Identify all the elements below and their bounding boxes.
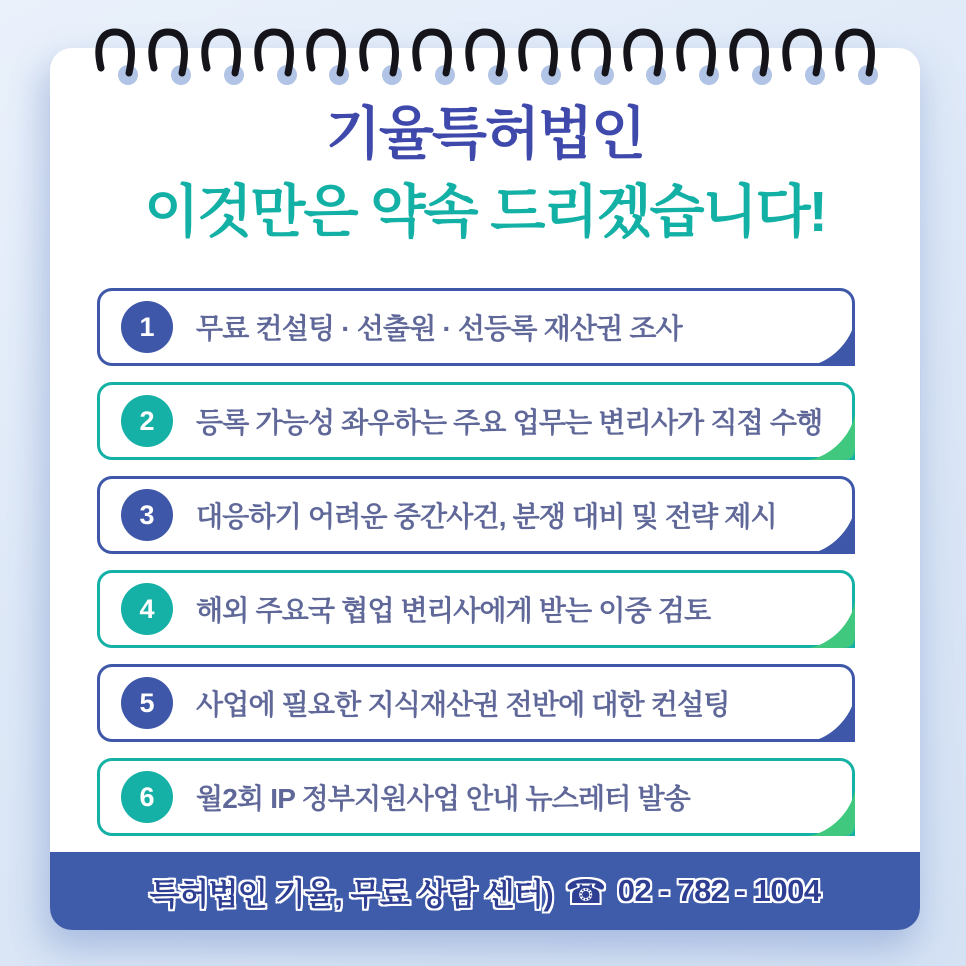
folded-corner-icon bbox=[809, 602, 855, 648]
folded-corner-icon bbox=[809, 320, 855, 366]
phone-number: 02 - 782 - 1004 bbox=[617, 873, 821, 908]
promise-text: 월2회 IP 정부지원사업 안내 뉴스레터 발송 bbox=[196, 783, 690, 814]
spiral-ring-icon bbox=[462, 26, 512, 90]
spiral-ring-icon bbox=[568, 26, 618, 90]
promise-text: 무료 컨설팅 · 선출원 · 선등록 재산권 조사 bbox=[196, 313, 682, 344]
spiral-ring-icon bbox=[832, 26, 882, 90]
promise-text: 대응하기 어려운 중간사건, 분쟁 대비 및 전략 제시 bbox=[196, 501, 777, 532]
folded-corner-icon bbox=[809, 508, 855, 554]
phone-icon: ☎ bbox=[565, 872, 606, 910]
spiral-ring-icon bbox=[515, 26, 565, 90]
number-badge: 5 bbox=[121, 677, 173, 729]
footer-label: 특허법인 기율, 무료 상담 센터) bbox=[149, 876, 554, 912]
spiral-ring-icon bbox=[198, 26, 248, 90]
promise-item-4 bbox=[97, 570, 855, 648]
spiral-ring-icon bbox=[779, 26, 829, 90]
promise-text: 등록 가능성 좌우하는 주요 업무는 변리사가 직접 수행 bbox=[196, 407, 823, 438]
spiral-ring-icon bbox=[145, 26, 195, 90]
spiral-binding bbox=[92, 26, 882, 90]
promise-list bbox=[97, 288, 855, 836]
footer-bar bbox=[50, 852, 920, 930]
spiral-ring-icon bbox=[251, 26, 301, 90]
promise-item-3 bbox=[97, 476, 855, 554]
number-badge: 3 bbox=[121, 489, 173, 541]
notebook-page bbox=[50, 48, 920, 930]
spiral-ring-icon bbox=[726, 26, 776, 90]
folded-corner-icon bbox=[809, 696, 855, 742]
spiral-ring-icon bbox=[356, 26, 406, 90]
number-badge: 1 bbox=[121, 301, 173, 353]
spiral-ring-icon bbox=[92, 26, 142, 90]
promise-text: 사업에 필요한 지식재산권 전반에 대한 컨설팅 bbox=[196, 689, 730, 720]
promise-text: 해외 주요국 협업 변리사에게 받는 이중 검토 bbox=[196, 595, 711, 626]
number-badge: 2 bbox=[121, 395, 173, 447]
spiral-ring-icon bbox=[409, 26, 459, 90]
spiral-ring-icon bbox=[620, 26, 670, 90]
promise-item-1 bbox=[97, 288, 855, 366]
number-badge: 4 bbox=[121, 583, 173, 635]
spiral-ring-icon bbox=[303, 26, 353, 90]
number-badge: 6 bbox=[121, 771, 173, 823]
spiral-ring-icon bbox=[673, 26, 723, 90]
folded-corner-icon bbox=[809, 414, 855, 460]
page-title: 기율특허법인 bbox=[325, 102, 645, 166]
promise-item-6 bbox=[97, 758, 855, 836]
promise-item-5 bbox=[97, 664, 855, 742]
folded-corner-icon bbox=[809, 790, 855, 836]
promise-item-2 bbox=[97, 382, 855, 460]
page-subtitle: 이것만은 약속 드리겠습니다! bbox=[144, 180, 826, 244]
